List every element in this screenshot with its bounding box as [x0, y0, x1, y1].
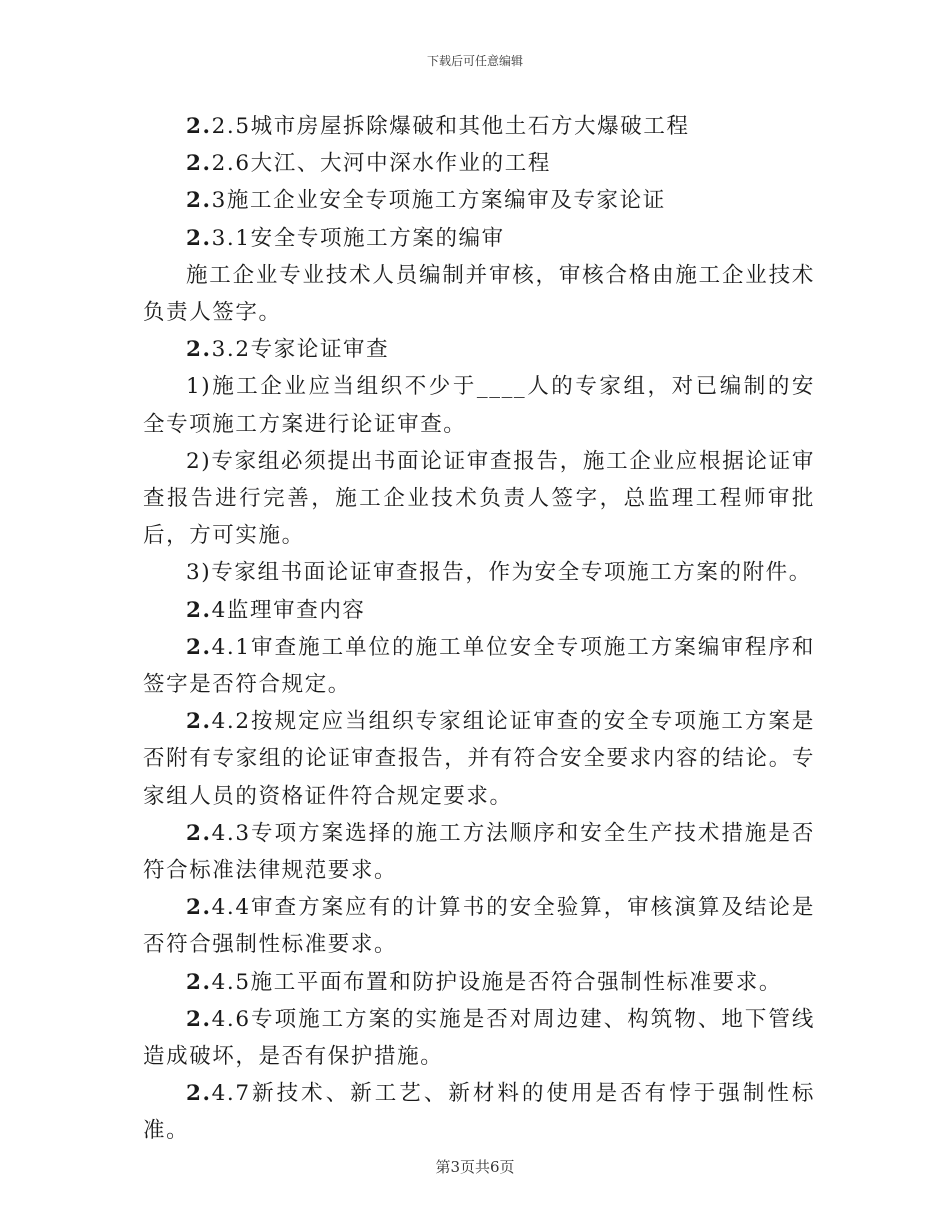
paragraph	[143, 889, 815, 963]
section-number: 2.	[186, 634, 212, 660]
paragraph	[143, 331, 815, 368]
paragraph-text: 4.1审查施工单位的施工单位安全专项施工方案编审程序和签字是否符合规定。	[143, 634, 815, 698]
paragraph	[143, 629, 815, 703]
paragraph-text: 2)专家组必须提出书面论证审查报告，施工企业应根据论证审查报告进行完善，施工企业技术负责人签字，总监理工程师审批后，方可实施。	[143, 448, 815, 549]
section-number: 2.	[186, 151, 212, 177]
section-number: 2.	[186, 225, 212, 251]
paragraph-text: 4.2按规定应当组织专家组论证审查的安全专项施工方案是否附有专家组的论证审查报告，并有符合安全要求内容的结论。专家组人员的资格证件符合规定要求。	[143, 709, 815, 809]
paragraph-text: 3施工企业安全专项施工方案编审及专家论证	[211, 188, 666, 214]
paragraph-text: 4.4审查方案应有的计算书的安全验算，审核演算及结论是否符合强制性标准要求。	[143, 895, 815, 958]
paragraph-text: 2.6大江、大河中深水作业的工程	[211, 151, 551, 177]
paragraph	[143, 592, 815, 629]
paragraph	[143, 108, 815, 145]
section-number: 2.	[186, 820, 212, 846]
section-number: 2.	[186, 1006, 212, 1032]
paragraph	[143, 182, 815, 219]
section-number: 2.	[186, 1081, 212, 1107]
paragraph-text: 3)专家组书面论证审查报告，作为安全专项施工方案的附件。	[186, 560, 812, 586]
paragraph	[143, 257, 815, 331]
section-number: 2.	[186, 709, 212, 735]
section-number: 2.	[186, 895, 212, 921]
paragraph-text: 4.6专项施工方案的实施是否对周边建、构筑物、地下管线造成破坏，是否有保护措施。	[143, 1006, 815, 1070]
page-footer: 第3页共6页	[435, 1158, 515, 1176]
paragraph	[143, 145, 815, 182]
section-number: 2.	[186, 114, 212, 139]
paragraph	[143, 443, 815, 555]
paragraph	[143, 368, 815, 442]
section-number: 2.	[186, 597, 212, 623]
page-header: 下载后可任意编辑	[426, 54, 523, 68]
paragraph-text: 2.5城市房屋拆除爆破和其他土石方大爆破工程	[211, 114, 690, 139]
paragraph	[143, 703, 815, 815]
section-number: 2.	[186, 337, 212, 363]
paragraph-text: 1)施工企业应当组织不少于____人的专家组，对已编制的安全专项施工方案进行论证审查。	[143, 374, 815, 437]
document-body	[143, 108, 815, 1150]
section-number: 2.	[186, 969, 212, 995]
paragraph-text: 施工企业专业技术人员编制并审核，审核合格由施工企业技术负责人签字。	[143, 262, 815, 326]
paragraph-text: 4.3专项方案选择的施工方法顺序和安全生产技术措施是否符合标准法律规范要求。	[143, 820, 815, 884]
paragraph-text: 3.1安全专项施工方案的编审	[211, 225, 505, 251]
paragraph	[143, 554, 815, 591]
paragraph	[143, 220, 815, 257]
paragraph-text: 3.2专家论证审查	[211, 337, 390, 363]
paragraph	[143, 1075, 815, 1149]
paragraph-text: 4监理审查内容	[211, 597, 366, 623]
paragraph	[143, 964, 815, 1001]
paragraph-text: 4.7新技术、新工艺、新材料的使用是否有悖于强制性标准。	[143, 1081, 815, 1144]
paragraph-text: 4.5施工平面布置和防护设施是否符合强制性标准要求。	[211, 969, 782, 995]
paragraph	[143, 1001, 815, 1075]
section-number: 2.	[186, 188, 212, 214]
paragraph	[143, 815, 815, 889]
